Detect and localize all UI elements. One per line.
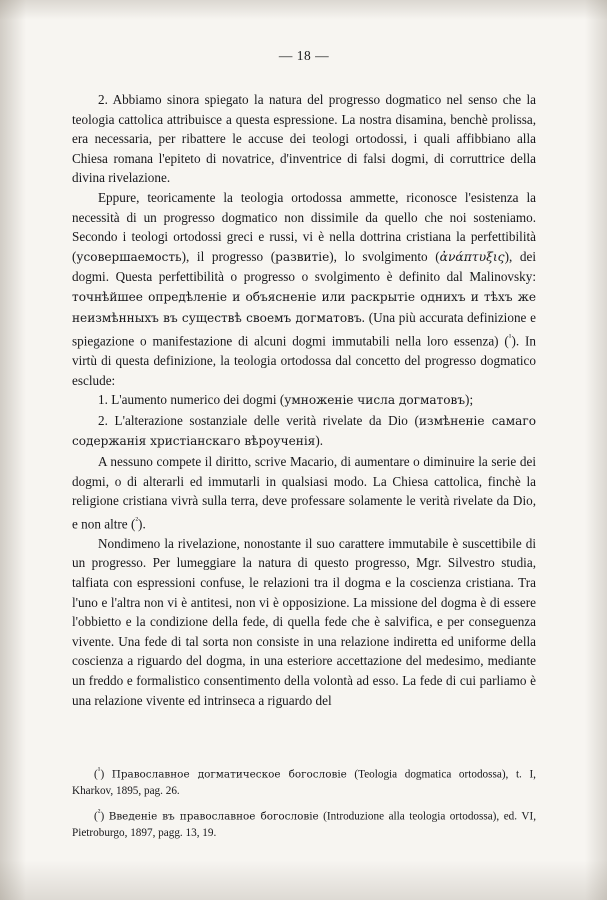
- footnote-1-russian-title: Православное догматическое богословiе: [111, 768, 347, 781]
- footnote-ref-1[interactable]: ¹: [508, 332, 512, 343]
- paragraph-1: 2. Abbiamo sinora spiegato la natura del progresso dogmatico nel senso che la teologia cattolica attribuisce a questa espressione. La nostra disamina, benchè prolissa, era necessaria, per ribattere le accuse dei teologi ortodossi, i quali affibbiano alla Chiesa romana l'epiteto di novatrice, d'inventrice di falsi dogmi, di corruttrice della divina rivelazione.: [72, 92, 536, 186]
- footnote-marker-2: ²: [97, 807, 101, 818]
- page-text-block: [72, 48, 536, 838]
- page-edge-shadow-right: [585, 0, 607, 900]
- russian-term-alterazione: измѣненie самаго содержанiя христiанскаго вѣроученiя: [72, 413, 536, 449]
- paragraph-list-item-1: 1. L'aumento numerico dei dogmi (умноженie числа догматовъ);: [98, 392, 474, 408]
- russian-term-aumento-numerico: умноженie числа догматовъ: [284, 393, 466, 408]
- footnotes-block: [72, 756, 536, 846]
- paragraph-2: Eppure, teoricamente la teologia ortodossa ammette, riconosce l'esistenza la necessità di un progresso dogmatico non dissimile da quello che noi sosteniamo. Secondo i teologi ortodossi greci e russi, vi è nella dottrina cristiana la perfettibilità (усовершаемость), il progresso (развитie), lo svolgimento (ἀνάπτυξις), dei dogmi. Questa perfettibilità o progresso o svolgimento è definito dal Malinovsky: точнѣйшее опредѣленie и объясненie или раскрытie однихъ и тѣхъ же неизмѣнныхъ въ существѣ своемъ догматовъ. (Una più accurata definizione e spiegazione o manifestazione di alcuni dogmi immutabili nella loro essenza) ($^{^1}$). In virtù di questa definizione, la teologia ortodossa dal concetto del progresso dogmatico esclude:: [72, 189, 536, 388]
- footnote-marker-1: ¹: [97, 765, 101, 775]
- page-edge-shadow-bottom: [0, 860, 607, 900]
- footnote-ref-2[interactable]: ²: [135, 514, 139, 525]
- paragraph-list-item-2: 2. L'alterazione sostanziale delle verità rivelate da Dio (измѣненie самаго содержанiя христiанскаго вѣроученiя).: [72, 412, 536, 449]
- footnote-2: ($^{^2}$) Введенie въ православное богословiе (Introduzione alla teologia ortodossa), ed. VI, Pietroburgo, 1897, pagg. 13, 19.: [72, 807, 536, 840]
- footnote-2-russian-title: Введенie въ православное богословiе: [108, 810, 319, 823]
- paragraph-4: Nondimeno la rivelazione, nonostante il suo carattere immutabile è suscettibile di un progresso. Per lumeggiare la natura di questo progresso, Mgr. Silvestro studia, talfiata con espressioni confuse, le relazioni tra il dogma e la coscienza cristiana. Tra l'uno e l'altra non vi è antitesi, non vi è opposizione. La missione del dogma è di essere l'obbietto e la condizione della fede, di quella fede che è salvifica, e per conseguenza vivente. Una fede di tal sorta non consiste in una relazione indiretta ed uniforme della coscienza a riguardo del dogma, in una esteriore accettazione del medesimo, mediante un freddo e formalistico consentimento della volontà ad esso. La fede di cui parliamo è una relazione vivente ed intrinseca a riguardo del: [72, 535, 536, 708]
- body-text: [72, 90, 536, 710]
- greek-term-svolgimento: ἀνάπτυξις: [439, 249, 505, 264]
- page-number: — 18 —: [278, 48, 330, 63]
- russian-definition-malinovsky: точнѣйшее опредѣленie и объясненie или раскрытie однихъ и тѣхъ же неизмѣнныхъ въ существѣ своемъ догматовъ: [72, 289, 536, 325]
- page-edge-shadow-left: [0, 0, 26, 900]
- page-edge-shadow-top: [0, 0, 607, 20]
- russian-term-perfettibilita: усовершаемость: [76, 249, 182, 264]
- footnote-1: ($^{^1}$) Православное догматическое богословiе (Teologia dogmatica ortodossa), t. I, Kharkov, 1895, pag. 26.: [72, 765, 536, 797]
- paragraph-3: A nessuno compete il diritto, scrive Macario, di aumentare o diminuire la serie dei dogmi, o di alterarli ed immutarli in qualsiasi modo. La Chiesa cattolica, finchè la religione cristiana vivrà sulla terra, deve professare solamente le verità rivelate da Dio, e non altre ($^{^2}$).: [72, 454, 536, 532]
- russian-term-progresso: развитie: [275, 249, 330, 264]
